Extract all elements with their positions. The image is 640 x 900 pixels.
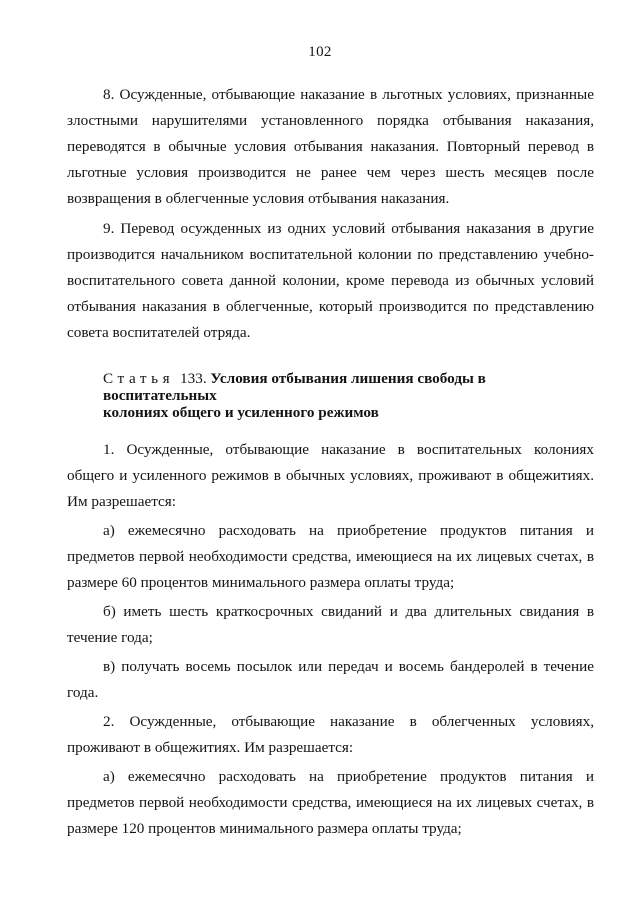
article-heading [67,370,594,421]
document-body [67,82,594,842]
page-number: 102 [308,44,332,60]
article-number: 133. [180,370,207,387]
article-title-line-1: Условия отбывания лишения свободы в воспитательных [103,370,486,404]
article-title-line-2: колониях общего и усиленного режимов [103,404,379,421]
paragraph-article-133-1-a: а) ежемесячно расходовать на приобретение продуктов питания и предметов первой необходимости средства, имеющиеся на их лицевых счетах, в размере 60 процентов минимального размера оплаты труда; [67,522,594,591]
paragraph-9: 9. Перевод осужденных из одних условий отбывания наказания в другие производится начальником воспитательной колонии по представлению учебно-воспитательного совета данной колонии, кроме перевода из обычных условий отбывания наказания в облегченные, который производится по представлению совета воспитателей отряда. [67,220,594,341]
paragraph-article-133-1: 1. Осужденные, отбывающие наказание в воспитательных колониях общего и усиленного режимов в обычных условиях, проживают в общежитиях. Им разрешается: [67,441,594,510]
article-label: Статья [103,370,175,387]
paragraph-article-133-2-a: а) ежемесячно расходовать на приобретение продуктов питания и предметов первой необходимости средства, имеющиеся на их лицевых счетах, в размере 120 процентов минимального размера оплаты труда; [67,768,594,837]
paragraph-article-133-2: 2. Осужденные, отбывающие наказание в облегченных условиях, проживают в общежитиях. Им разрешается: [67,713,594,756]
paragraph-article-133-1-v: в) получать восемь посылок или передач и восемь бандеролей в течение года. [67,658,594,701]
paragraph-article-133-1-b: б) иметь шесть краткосрочных свиданий и два длительных свидания в течение года; [67,603,594,646]
paragraph-8: 8. Осужденные, отбывающие наказание в льготных условиях, признанные злостными нарушителями установленного порядка отбывания наказания, переводятся в обычные условия отбывания наказания. Повторный перевод в льготные условия производится не ранее чем через шесть месяцев после возвращения в облегченные условия отбывания наказания. [67,86,594,207]
